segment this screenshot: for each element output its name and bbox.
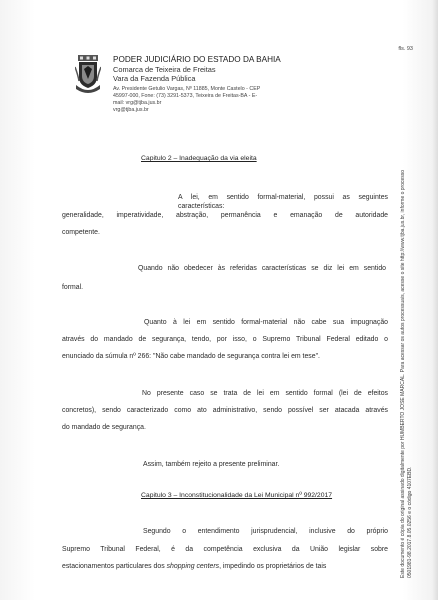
s2-p4-line3: do mandado de segurança. <box>62 424 146 431</box>
email-line-1: mail: vrg@tjba.jus.br <box>113 99 162 106</box>
address-line-1: Av. Presidente Getulio Vargas, Nº 11885, Monte Castelo - CEP <box>113 85 261 92</box>
s2-p4-line1: No presente caso se trata de lei em sentido formal (lei de efeitos <box>142 390 388 397</box>
s2-p3-line1: Quanto à lei em sentido formal-material não cabe sua impugnação <box>144 319 388 326</box>
s2-p1-line1: A lei, em sentido formal-material, possui as seguintes características: <box>178 194 388 210</box>
district-name: Comarca de Teixeira de Freitas <box>113 65 216 74</box>
section-3-title: Capitulo 3 – Inconstitucionalidade da Lei Municipal nº 992/2017 <box>141 492 333 499</box>
s3-p1-line3-end: , impedindo os proprietários de tais <box>219 563 327 570</box>
digital-signature-note: Este documento é cópia do original assinado digitalmente por HUMBERTO JOSE MARCAL. Para acessar os autos processuais, acesse o site http://www.tjba.jus.br, informe o processo <box>400 169 406 578</box>
email-line-2: vrg@tjba.jus.br <box>113 106 149 113</box>
section-2-title: Capitulo 2 – Inadequação da via eleita <box>141 155 257 162</box>
s2-p2-line2: formal. <box>62 284 84 291</box>
s3-p1-line3 <box>62 562 326 571</box>
s2-p4-line2: concretos), sendo caracterizado como ato administrativo, sendo possível ser atacada através <box>62 407 388 414</box>
page-edge-shadow <box>432 0 438 600</box>
s2-p3-line2: através do mandado de segurança, tendo, por isso, o Supremo Tribunal Federal editado o <box>62 336 388 343</box>
s2-p5-line1: Assim, também rejeito a presente preliminar. <box>143 461 280 468</box>
digital-signature-code: 0501981-98.2017.8.05.0256 e o código 4107EBD. <box>407 466 413 578</box>
court-division: Vara da Fazenda Pública <box>113 74 196 84</box>
s3-p1-line2: Supremo Tribunal Federal, é da competência exclusiva da União legislar sobre <box>62 546 388 553</box>
s2-p1-line3: competente. <box>62 229 100 236</box>
s2-p1-line2: generalidade, imperatividade, abstração, permanência e emanação de autoridade <box>62 212 388 219</box>
address-line-2: 45997-000, Fone: (73) 3291-5373, Teixeira de Freitas-BA - E- <box>113 92 258 99</box>
s3-p1-line1: Segundo o entendimento jurisprudencial, inclusive do próprio <box>143 528 388 535</box>
s2-p3-line3: enunciado da súmula nº 266: "Não cabe mandado de segurança contra lei em tese". <box>62 353 320 360</box>
s3-p1-line3-emphasis: shopping centers <box>166 563 220 570</box>
bahia-coat-of-arms-logo <box>75 55 101 95</box>
s2-p2-line1: Quando não obedecer às referidas características se diz lei em sentido <box>138 265 386 272</box>
court-header <box>113 55 323 114</box>
s3-p1-line3-start: estacionamentos particulares dos <box>62 563 167 570</box>
page-number: fls. 93 <box>398 46 413 52</box>
court-name: PODER JUDICIÁRIO DO ESTADO DA BAHIA <box>113 55 281 64</box>
